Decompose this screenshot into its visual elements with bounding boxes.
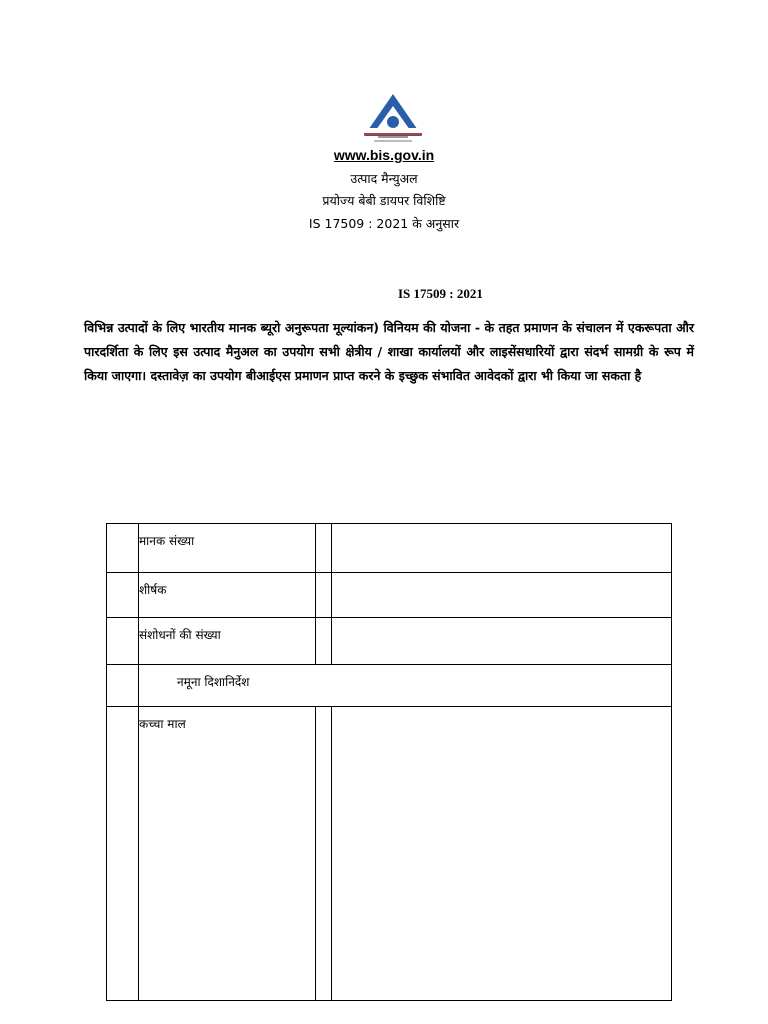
- header-line-standard-ref: IS 17509 : 2021 के अनुसार: [308, 216, 460, 231]
- table-row: [107, 618, 672, 665]
- value-cell-standard-number[interactable]: [332, 524, 672, 573]
- table-row: [107, 524, 672, 573]
- header-line-product-name: प्रयोज्य बेबी डायपर विशिष्टि: [322, 193, 446, 208]
- value-cell-amendments[interactable]: [332, 618, 672, 665]
- header-line-product-manual: उत्पाद मैन्युअल: [350, 171, 418, 186]
- row-label-sampling-guidelines: नमूना दिशानिर्देश: [177, 675, 250, 689]
- details-table: [106, 523, 672, 1001]
- row-label-amendments: संशोधनों की संख्या: [139, 628, 221, 642]
- value-cell-title[interactable]: [332, 573, 672, 618]
- value-cell-raw-material[interactable]: [332, 707, 672, 1001]
- bis-logo: [360, 92, 426, 146]
- website-link[interactable]: www.bis.gov.in: [333, 147, 435, 163]
- row-label-standard-number: मानक संख्या: [139, 534, 195, 548]
- row-label-title: शीर्षक: [139, 583, 167, 597]
- table-row: [107, 665, 672, 707]
- table-row: [107, 707, 672, 1001]
- standard-number: IS 17509 : 2021: [398, 286, 483, 301]
- row-label-raw-material: कच्चा माल: [139, 717, 186, 731]
- table-row: [107, 573, 672, 618]
- intro-paragraph: विभिन्न उत्पादों के लिए भारतीय मानक ब्यूरो अनुरूपता मूल्यांकन) विनियम की योजना - के तहत प्रमाणन के संचालन में एकरूपता और पारदर्शिता के लिए इस उत्पाद मैनुअल का उपयोग सभी क्षेत्रीय / शाखा कार्यालयों और लाइसेंसधारियों द्वारा संदर्भ सामग्री के रूप में किया जाएगा। दस्तावेज़ का उपयोग बीआईएस प्रमाणन प्राप्त करने के इच्छुक संभावित आवेदकों द्वारा भी किया जा सकता है: [84, 320, 694, 383]
